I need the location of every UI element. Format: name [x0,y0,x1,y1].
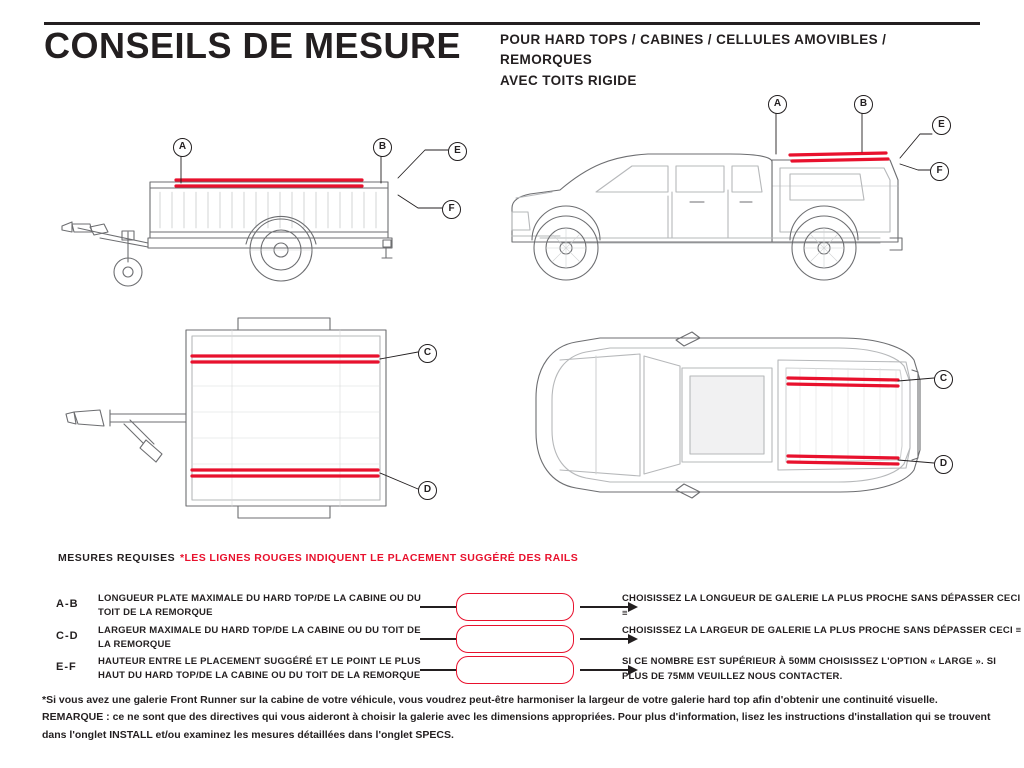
measures-heading: MESURES REQUISES [58,552,176,564]
callout-truck-top-d: D [934,455,953,474]
trailer-top-view [66,318,386,518]
truck-top-view [536,332,920,498]
measure-result-ab: CHOISISSEZ LA LONGUEUR DE GALERIE LA PLUS PROCHE SANS DÉPASSER CECI ≡ [622,593,1021,619]
callout-trailer-side-a: A [173,138,192,157]
measure-input-ef[interactable] [456,656,574,684]
measure-input-cd[interactable] [456,625,574,653]
trailer-side-leaders [181,150,448,208]
truck-side-rails [790,153,888,161]
trailer-side-rails [176,180,362,186]
measure-description-ab: LONGUEUR PLATE MAXIMALE DU HARD TOP/DE LA CABINE OU DU TOIT DE LA REMORQUE [98,593,422,619]
callout-trailer-top-d: D [418,481,437,500]
truck-top-leaders [898,378,934,463]
measure-description-cd: LARGEUR MAXIMALE DU HARD TOP/DE LA CABINE OU DU TOIT DE LA REMORQUE [98,625,421,651]
trailer-side-view [62,182,392,286]
truck-side-view [512,154,902,280]
callout-trailer-top-c: C [418,344,437,363]
measure-code-cd: C-D [56,630,79,642]
callout-trailer-side-e: E [448,142,467,161]
callout-truck-side-e: E [932,116,951,135]
page-subtitle [500,30,980,91]
callout-trailer-side-b: B [373,138,392,157]
footnote-line3: dans l'onglet INSTALL et/ou examinez les mesures détaillées dans l'onglet SPECS. [42,728,454,741]
callout-truck-side-f: F [930,162,949,181]
trailer-top-rails [192,356,378,476]
measure-row-ef [52,653,997,693]
page-subtitle-line1: POUR HARD TOPS / CABINES / CELLULES AMOVIBLES / REMORQUES [500,32,887,68]
footnote-line1: *Si vous avez une galerie Front Runner sur la cabine de votre véhicule, vous voudrez peut-être harmoniser la largeur de votre galerie hard top afin d'obtenir une continuité visuelle. [42,694,938,706]
callout-truck-side-a: A [768,95,787,114]
footnote-line2: REMARQUE : ce ne sont que des directives qui vous aideront à choisir la galerie avec les dimensions appropriées. Pour plus d'information, lisez les instructions d'installation qui se trouvent [42,711,991,724]
trailer-top-leaders [380,352,418,489]
measure-result-ef: SI CE NOMBRE EST SUPÉRIEUR À 50MM CHOISISSEZ L'OPTION « LARGE ». SI PLUS DE 75MM VEUILLEZ NOUS CONTACTER. [622,656,997,682]
footnote [42,692,992,744]
measures-red-note: *LES LIGNES ROUGES INDIQUENT LE PLACEMENT SUGGÉRÉ DES RAILS [180,552,579,564]
callout-trailer-side-f: F [442,200,461,219]
page-subtitle-line2: AVEC TOITS RIGIDE [500,72,637,88]
measure-result-cd: CHOISISSEZ LA LARGEUR DE GALERIE LA PLUS PROCHE SANS DÉPASSER CECI ≡ [622,625,1022,636]
callout-truck-top-c: C [934,370,953,389]
truck-side-leaders [776,112,932,170]
measure-code-ab: A-B [56,598,79,610]
page-title: CONSEILS DE MESURE [44,25,462,66]
measure-description-ef: HAUTEUR ENTRE LE PLACEMENT SUGGÉRÉ ET LE POINT LE PLUS HAUT DU HARD TOP/DE LA CABINE OU DU TOIT DE LA REMORQUE [98,656,421,682]
measure-input-ab[interactable] [456,593,574,621]
measure-code-ef: E-F [56,661,77,673]
truck-top-rails [788,378,898,464]
callout-truck-side-b: B [854,95,873,114]
